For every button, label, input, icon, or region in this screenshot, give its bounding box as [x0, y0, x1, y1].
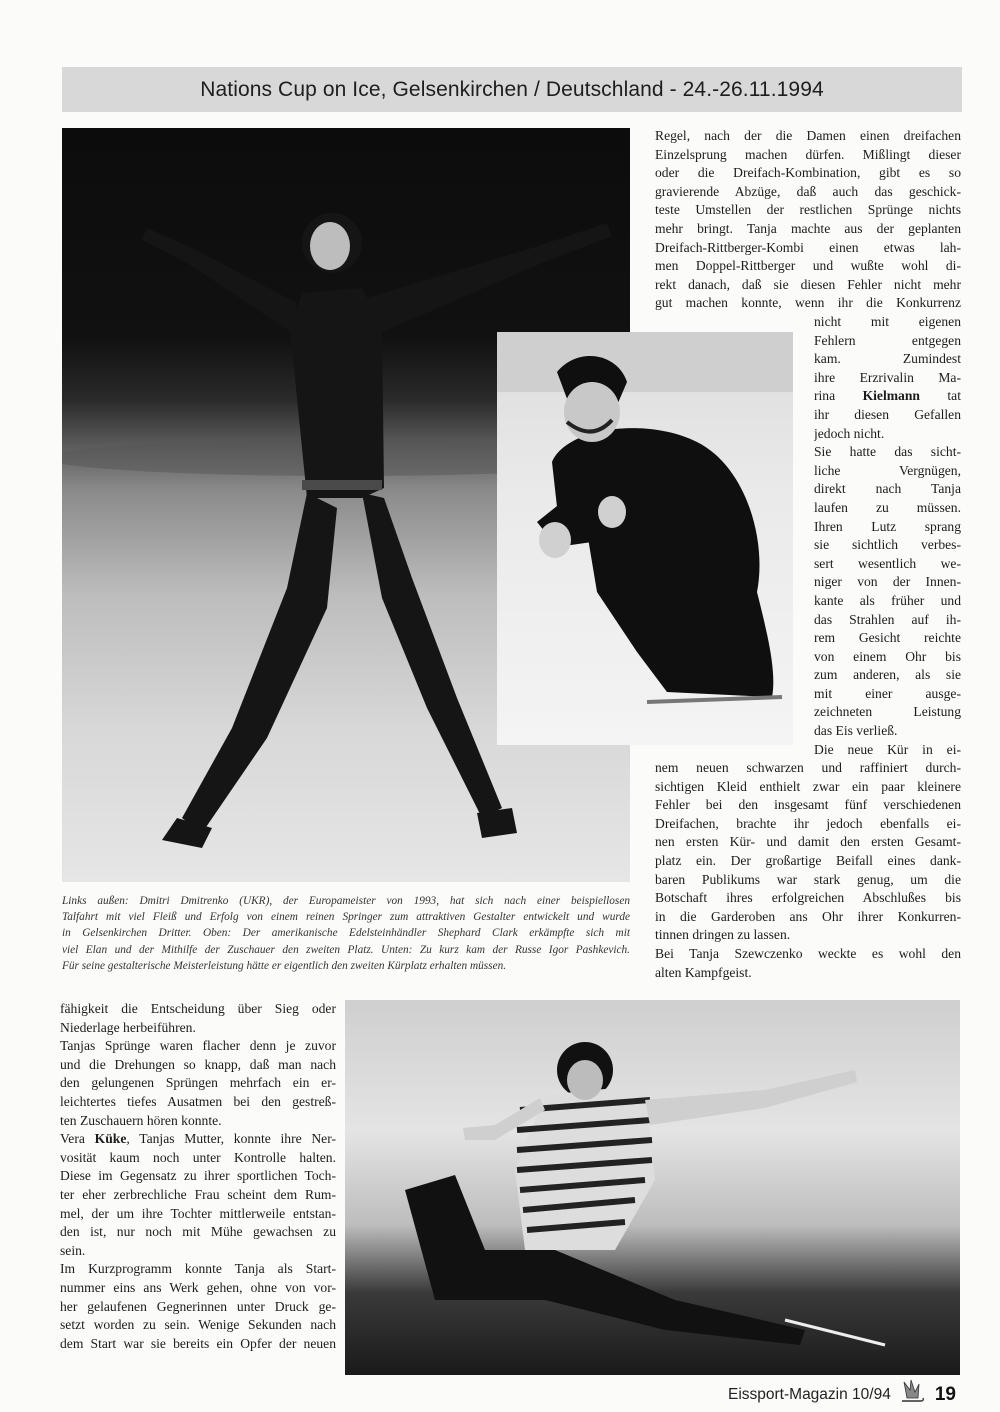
skate-wing-logo-icon	[899, 1378, 925, 1411]
text-line-content: Sie hatte das sicht-	[814, 444, 961, 460]
text-line-content: direkt nach Tanja	[814, 481, 961, 497]
text-line-content: den gelungenen Sprüngen mehrfach ein er-	[60, 1075, 336, 1091]
text-line-content: Fehlern entgegen	[814, 332, 961, 348]
text-line-content: Botschaft ihres erfolgreichen Abschlußes bis	[655, 890, 961, 906]
text-line	[814, 722, 961, 741]
text-line	[814, 406, 961, 425]
text-line	[814, 629, 961, 648]
text-line-content: in Gelsenkirchen Dritter. Oben: Der amerikanische Edelsteinhändler Shephard Clark erkämpfte sich mit	[62, 927, 630, 940]
text-line-content: mehr bringt. Tanja machte aus der geplanten	[655, 220, 961, 236]
text-line	[814, 573, 961, 592]
text-line-content: leichtertes tiefes Ausatmen bei den gestreß-	[60, 1093, 336, 1109]
text-line	[60, 1112, 336, 1131]
text-line-content: zeichneten Leistung	[814, 704, 961, 720]
text-line-content: Bei Tanja Szewczenko weckte es wohl den	[655, 945, 961, 961]
text-line	[60, 1093, 336, 1112]
text-line	[814, 703, 961, 722]
text-line-content: nummer eins ans Werk gehen, ohne von vor-	[60, 1279, 336, 1295]
text-line	[814, 611, 961, 630]
text-line	[814, 387, 961, 406]
text-line-content: Tanjas Sprünge waren flacher denn je zuvor	[60, 1038, 336, 1054]
text-line	[814, 332, 961, 351]
article-right-column-bottom	[655, 759, 961, 982]
text-line	[814, 499, 961, 518]
text-line-content: ten Zuschauern hören konnte.	[60, 1112, 222, 1128]
text-line-content: und die Drehungen so knapp, daß man nach	[60, 1056, 336, 1072]
text-line-content: ihr diesen Gefallen	[814, 406, 961, 422]
text-line-content: platz ein. Der großartige Beifall eines dank-	[655, 852, 961, 868]
text-line-content: rina	[814, 388, 836, 404]
text-line-content: alten Kampfgeist.	[655, 964, 752, 980]
text-line	[655, 945, 961, 964]
photo-skater-spiral-striped-shirt	[345, 1000, 960, 1375]
text-line	[814, 313, 961, 332]
text-line	[655, 833, 961, 852]
text-line	[655, 164, 961, 183]
text-line	[814, 425, 961, 444]
text-line	[814, 462, 961, 481]
text-line-content: das Eis verließ.	[814, 723, 898, 739]
text-line	[655, 294, 961, 313]
text-line-content: Ihren Lutz sprang	[814, 518, 961, 534]
text-line	[60, 1205, 336, 1224]
text-line-content: Einzelsprung machen dürfen. Mißlingt dieser	[655, 146, 961, 162]
photo-caption	[62, 893, 630, 974]
text-line-content: vosität kaum noch unter Kontrolle halten.	[60, 1149, 336, 1165]
text-line-content: Regel, nach der die Damen einen dreifachen	[655, 128, 961, 143]
text-line	[60, 1130, 336, 1149]
text-line-content: Dreifachen, brachte ihr jedoch ebenfalls ei-	[655, 815, 961, 831]
text-line-content: Vera	[60, 1131, 85, 1147]
text-line	[655, 964, 961, 983]
text-line-content: gut machen konnte, wenn ihr die Konkurrenz	[655, 295, 961, 311]
text-line	[655, 908, 961, 927]
text-line	[655, 183, 961, 202]
magazine-issue: Eissport-Magazin 10/94	[728, 1385, 891, 1403]
text-line	[814, 741, 961, 760]
text-line-content: rekt danach, daß sie diesen Fehler nicht mehr	[655, 276, 961, 292]
text-line	[60, 1149, 336, 1168]
text-line	[60, 1037, 336, 1056]
text-line-content: sichtigen Kleid enthielt zwar ein paar kleinere	[655, 778, 961, 794]
text-line	[655, 146, 961, 165]
text-line-content: jedoch nicht.	[814, 425, 885, 441]
text-line-content: in die Garderoben ans Ohr ihrer Konkurren-	[655, 908, 961, 924]
bold-name: Küke	[94, 1131, 127, 1147]
text-line-content: her gelaufenen Gegnerinnen unter Druck ge-	[60, 1298, 336, 1314]
text-line-content: liche Vergnügen,	[814, 462, 961, 478]
text-line	[814, 369, 961, 388]
text-line	[60, 1279, 336, 1298]
text-line-content: oder die Dreifach-Kombination, gibt es so	[655, 165, 961, 181]
text-line-tail: , Tanjas Mutter, konnte ihre Ner-	[126, 1131, 336, 1147]
text-line-content: mit einer ausge-	[814, 685, 961, 701]
text-line-content: Links außen: Dmitri Dmitrenko (UKR), der Europameister von 1993, hat sich nach einer beispiellosen	[62, 895, 630, 907]
text-line	[655, 127, 961, 146]
text-line	[655, 759, 961, 778]
text-line	[655, 201, 961, 220]
text-line	[655, 796, 961, 815]
text-line	[655, 778, 961, 797]
text-line-content: teste Umstellen der restlichen Sprünge nichts	[655, 202, 961, 218]
text-line-content: kante als früher und	[814, 592, 961, 608]
text-line	[60, 1316, 336, 1335]
text-line-content: ter eher zerbrechliche Frau scheint dem Rum-	[60, 1186, 336, 1202]
text-line	[814, 592, 961, 611]
text-line	[60, 1056, 336, 1075]
text-line-content: Fehler bei den insgesamt fünf verschiedenen	[655, 797, 961, 813]
text-line	[814, 666, 961, 685]
text-line-content: baren Publikums war stark genug, um die	[655, 871, 961, 887]
text-line-content: sert wesentlich we-	[814, 555, 961, 571]
text-line-content: Die neue Kür in ei-	[814, 741, 961, 757]
text-line	[655, 926, 961, 945]
text-line	[655, 220, 961, 239]
text-line	[60, 1223, 336, 1242]
text-line	[60, 1298, 336, 1317]
text-line	[814, 536, 961, 555]
text-line	[655, 276, 961, 295]
text-line	[814, 648, 961, 667]
text-line-content: gravierende Abzüge, daß auch das geschick-	[655, 183, 961, 199]
text-line-content: nen ersten Kür- und damit den ersten Gesamt-	[655, 834, 961, 850]
page-number: 19	[934, 1383, 956, 1405]
text-line	[814, 443, 961, 462]
header-band	[62, 67, 962, 112]
text-line-content: nicht mit eigenen	[814, 314, 961, 329]
text-line	[60, 1000, 336, 1019]
text-line-content: das Strahlen auf ih-	[814, 611, 961, 627]
text-line-content: fähigkeit die Entscheidung über Sieg oder	[60, 1001, 336, 1016]
text-line	[60, 1242, 336, 1261]
page-title: Nations Cup on Ice, Gelsenkirchen / Deutschland - 24.-26.11.1994	[200, 77, 824, 101]
text-line-content: men Doppel-Rittberger und wußte wohl di-	[655, 258, 961, 274]
text-line	[62, 893, 630, 909]
text-line	[62, 942, 630, 958]
text-line	[655, 239, 961, 258]
text-line-content: den ist, nur noch mit Mühe gewachsen zu	[60, 1224, 336, 1240]
text-line-content: rem Gesicht reichte	[814, 630, 961, 646]
text-line	[655, 871, 961, 890]
text-line	[814, 685, 961, 704]
text-line-content: Im Kurzprogramm konnte Tanja als Start-	[60, 1261, 336, 1277]
text-line-content: setzt worden zu sein. Wenige Sekunden nach	[60, 1317, 336, 1333]
text-line-content: sein.	[60, 1242, 86, 1258]
text-line-content: viel Elan und der Mithilfe der Zuschauer den zweiten Platz. Unten: Zu kurz kam der Russe Igor Pashkevich.	[62, 943, 630, 956]
text-line-content: sie sichtlich verbes-	[814, 537, 961, 553]
text-line	[60, 1260, 336, 1279]
text-line-content: niger von der Innen-	[814, 574, 961, 590]
text-line	[814, 555, 961, 574]
article-right-column-top	[655, 127, 961, 313]
text-line-content: nem neuen schwarzen und raffiniert durch-	[655, 760, 961, 775]
text-line-content: zum anderen, als sie	[814, 667, 961, 683]
text-line-content: kam. Zumindest	[814, 351, 961, 367]
photo-skater-kneeling	[497, 332, 793, 745]
text-line	[655, 815, 961, 834]
text-line	[814, 480, 961, 499]
text-line	[60, 1186, 336, 1205]
text-line-content: mel, der um ihre Tochter mittlerweile entstan-	[60, 1205, 336, 1221]
text-line-content: Für seine gestalterische Meisterleistung hätte er eigentlich den zweiten Kürplatz erhalten müssen.	[62, 959, 507, 972]
text-line	[60, 1335, 336, 1354]
text-line	[60, 1074, 336, 1093]
text-line	[62, 958, 630, 974]
text-line	[655, 257, 961, 276]
text-line-content: dem Start war sie bereits ein Opfer der neuen	[60, 1335, 336, 1351]
text-line-tail: tat	[919, 388, 961, 404]
text-line	[814, 518, 961, 537]
text-line-content: Dreifach-Rittberger-Kombi einen etwas lah-	[655, 239, 961, 255]
text-line-content: Diese im Gegensatz zu ihrer sportlichen Toch-	[60, 1168, 336, 1184]
page-footer	[728, 1378, 956, 1411]
bold-name: Kielmann	[862, 388, 920, 404]
article-right-column-narrow	[814, 313, 961, 759]
text-line	[60, 1167, 336, 1186]
text-line-content: ihre Erzrivalin Ma-	[814, 369, 961, 385]
text-line-content: von einem Ohr bis	[814, 648, 961, 664]
text-line	[60, 1019, 336, 1038]
text-line-content: tinnen dringen zu lassen.	[655, 927, 791, 943]
text-line	[814, 350, 961, 369]
text-line	[62, 909, 630, 925]
text-line	[655, 889, 961, 908]
text-line-content: Talfahrt mit viel Fleiß und Erfolg von einem reinen Springer zum attraktiven Gestalter entwickelt und wurde	[62, 911, 630, 924]
text-line-content: laufen zu müssen.	[814, 499, 961, 515]
text-line-content: Niederlage herbeiführen.	[60, 1019, 196, 1035]
text-line	[62, 925, 630, 941]
text-line	[655, 852, 961, 871]
article-left-column-bottom	[60, 1000, 336, 1353]
